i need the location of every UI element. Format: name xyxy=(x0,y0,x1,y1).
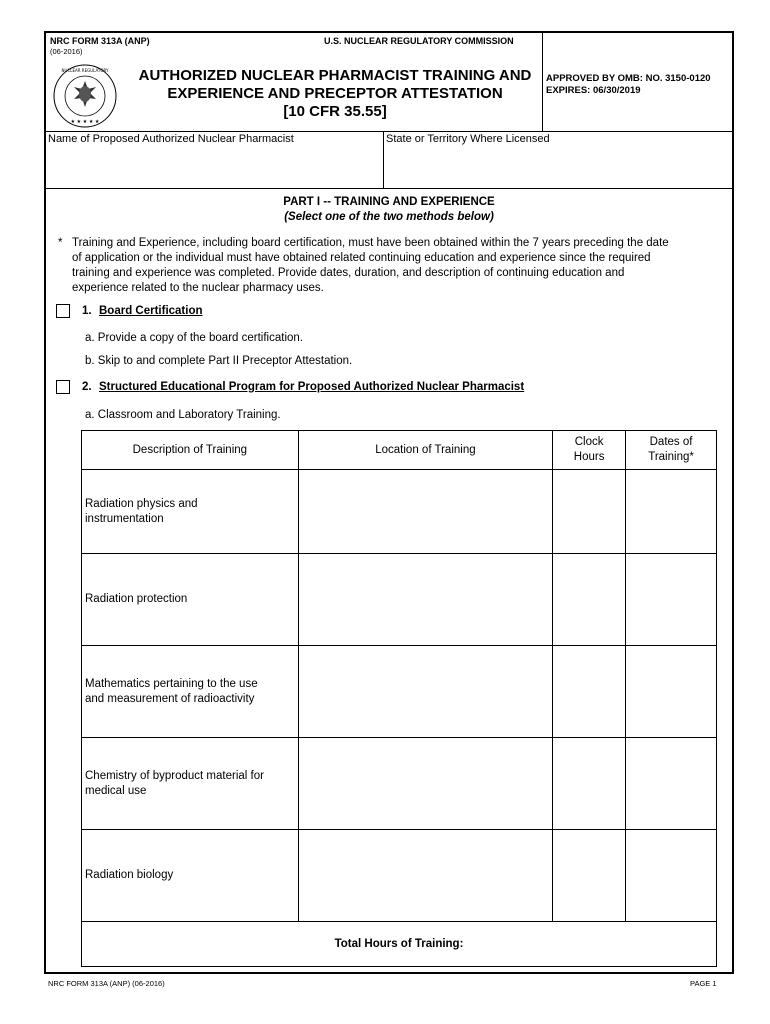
training-dates-cell[interactable] xyxy=(626,554,717,646)
option1-label: Board Certification xyxy=(99,305,203,317)
footer-form-id: NRC FORM 313A (ANP) (06-2016) xyxy=(48,979,165,988)
clock-hours-cell[interactable] xyxy=(553,830,626,922)
training-description-cell: Mathematics pertaining to the use and measurement of radioactivity xyxy=(82,646,299,738)
clock-hours-cell[interactable] xyxy=(553,646,626,738)
omb-expiration: EXPIRES: 06/30/2019 xyxy=(546,85,641,96)
agency-name: U.S. NUCLEAR REGULATORY COMMISSION xyxy=(324,36,514,46)
column-header: Description of Training xyxy=(82,431,299,470)
table-header-row xyxy=(82,431,717,470)
column-header: Dates of Training* xyxy=(626,431,717,470)
omb-approval: APPROVED BY OMB: NO. 3150-0120 xyxy=(546,73,711,84)
form-title-line3: [10 CFR 35.55] xyxy=(283,103,387,120)
table-row xyxy=(82,470,717,554)
training-table xyxy=(81,430,717,967)
clock-hours-cell[interactable] xyxy=(553,554,626,646)
name-field-label: Name of Proposed Authorized Nuclear Pharmacist xyxy=(48,133,294,145)
state-field-label: State or Territory Where Licensed xyxy=(386,133,550,145)
clock-hours-cell[interactable] xyxy=(553,738,626,830)
table-row xyxy=(82,830,717,922)
total-row xyxy=(82,922,717,967)
structured-program-checkbox[interactable] xyxy=(56,380,70,394)
training-description-cell: Chemistry of byproduct material for medical use xyxy=(82,738,299,830)
training-dates-cell[interactable] xyxy=(626,646,717,738)
name-field[interactable] xyxy=(46,148,381,186)
training-dates-cell[interactable] xyxy=(626,470,717,554)
option1-step-a: a. Provide a copy of the board certification. xyxy=(85,332,303,344)
training-location-cell[interactable] xyxy=(298,646,553,738)
state-field[interactable] xyxy=(386,148,731,186)
board-certification-checkbox[interactable] xyxy=(56,304,70,318)
note-line-1: Training and Experience, including board certification, must have been obtained within the 7 years preceding the date xyxy=(72,237,669,249)
training-dates-cell[interactable] xyxy=(626,830,717,922)
training-description-cell: Radiation biology xyxy=(82,830,299,922)
table-row xyxy=(82,646,717,738)
fields-bottom-rule xyxy=(44,188,734,189)
option1-step-b: b. Skip to and complete Part II Preceptor Attestation. xyxy=(85,355,353,367)
training-location-cell[interactable] xyxy=(298,554,553,646)
note-line-2: of application or the individual must have obtained related continuing education and experience since the required xyxy=(72,252,651,264)
training-location-cell[interactable] xyxy=(298,738,553,830)
option1-number: 1. xyxy=(82,305,92,317)
header-divider xyxy=(542,31,543,132)
page-number: PAGE 1 xyxy=(690,979,717,988)
form-date: (06-2016) xyxy=(50,47,83,56)
svg-text:★ ★ ★ ★ ★: ★ ★ ★ ★ ★ xyxy=(70,119,100,125)
column-header: Location of Training xyxy=(298,431,553,470)
part1-title: PART I -- TRAINING AND EXPERIENCE xyxy=(283,196,495,208)
training-description-cell: Radiation protection xyxy=(82,554,299,646)
table-row xyxy=(82,554,717,646)
training-description-cell: Radiation physics and instrumentation xyxy=(82,470,299,554)
part1-subtitle: (Select one of the two methods below) xyxy=(284,211,494,223)
option2-number: 2. xyxy=(82,381,92,393)
header-bottom-rule xyxy=(44,131,734,132)
nrc-seal-icon xyxy=(52,63,118,129)
option2-label: Structured Educational Program for Proposed Authorized Nuclear Pharmacist xyxy=(99,381,525,393)
training-dates-cell[interactable] xyxy=(626,738,717,830)
form-title-line2: EXPERIENCE AND PRECEPTOR ATTESTATION xyxy=(167,85,503,102)
total-hours-label: Total Hours of Training: xyxy=(82,922,717,967)
table-row xyxy=(82,738,717,830)
fields-divider xyxy=(383,131,384,189)
form-id: NRC FORM 313A (ANP) xyxy=(50,36,150,46)
note-asterisk: * xyxy=(58,237,63,249)
clock-hours-cell[interactable] xyxy=(553,470,626,554)
form-title-line1: AUTHORIZED NUCLEAR PHARMACIST TRAINING AND xyxy=(138,67,532,84)
training-location-cell[interactable] xyxy=(298,470,553,554)
option2-step-a: a. Classroom and Laboratory Training. xyxy=(85,409,281,421)
note-line-4: experience related to the nuclear pharmacy uses. xyxy=(72,282,324,294)
training-location-cell[interactable] xyxy=(298,830,553,922)
svg-text:NUCLEAR REGULATORY: NUCLEAR REGULATORY xyxy=(61,68,109,73)
note-line-3: training and experience was completed. Provide dates, duration, and description of continuing education and xyxy=(72,267,625,279)
column-header: Clock Hours xyxy=(553,431,626,470)
